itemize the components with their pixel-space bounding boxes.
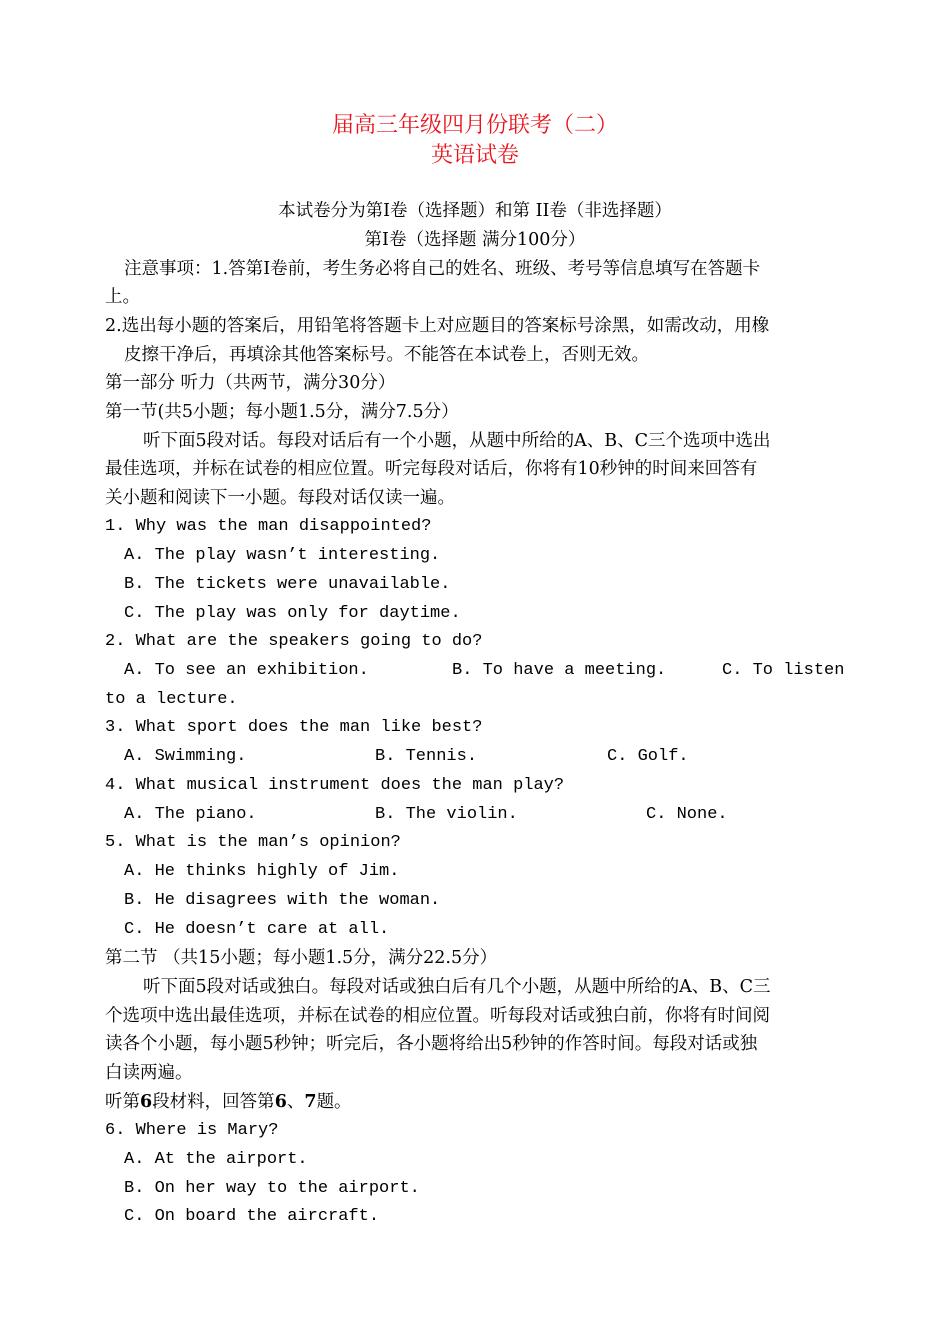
question-3-option-b: B. Tennis. <box>375 747 478 766</box>
part1-heading: 第一部分 听力（共两节，满分30分） <box>105 373 396 393</box>
question-2-option-c-continued: to a lecture. <box>105 690 238 709</box>
question-2-option-a: A. To see an exhibition. <box>124 661 369 680</box>
question-2-option-c: C. To listen <box>722 661 845 680</box>
question-4-option-b: B. The violin. <box>375 805 518 824</box>
question-6: 6. Where is Mary? <box>105 1121 279 1140</box>
question-1-option-b: B. The tickets were unavailable. <box>124 575 451 594</box>
question-5: 5. What is the man’s opinion? <box>105 833 401 852</box>
question-2: 2. What are the speakers going to do? <box>105 632 483 651</box>
section1-instruction-3: 关小题和阅读下一小题。每段对话仅读一遍。 <box>105 488 455 508</box>
section1-instruction-1: 听下面5段对话。每段对话后有一个小题，从题中所给的A、B、C三个选项中选出 <box>143 431 771 451</box>
question-range-end: 7 <box>304 1092 317 1112</box>
question-6-option-b: B. On her way to the airport. <box>124 1179 420 1198</box>
question-4-option-a: A. The piano. <box>124 805 257 824</box>
question-3-option-c: C. Golf. <box>607 747 689 766</box>
paper-structure-note: 本试卷分为第Ⅰ卷（选择题）和第 II卷（非选择题） <box>278 201 672 221</box>
section2-heading: 第二节 （共15小题；每小题1.5分，满分22.5分） <box>105 948 498 968</box>
material-6-instruction <box>105 1090 352 1114</box>
question-6-option-a: A. At the airport. <box>124 1150 308 1169</box>
section2-instruction-2: 个选项中选出最佳选项，并标在试卷的相应位置。听每段对话或独白前，你将有时间阅 <box>105 1006 770 1026</box>
volume-one-heading: 第Ⅰ卷（选择题 满分100分） <box>364 230 586 250</box>
notice-line-2: 上。 <box>105 287 140 307</box>
material-suffix: 题。 <box>316 1092 352 1112</box>
question-1: 1. Why was the man disappointed? <box>105 517 432 536</box>
question-1-option-c: C. The play was only for daytime. <box>124 604 461 623</box>
section2-instruction-3: 读各个小题，每小题5秒钟；听完后，各小题将给出5秒钟的作答时间。每段对话或独 <box>105 1034 758 1054</box>
question-1-option-a: A. The play wasn’t interesting. <box>124 546 441 565</box>
material-number: 6 <box>140 1092 153 1112</box>
question-5-option-a: A. He thinks highly of Jim. <box>124 862 400 881</box>
question-2-option-b: B. To have a meeting. <box>452 661 667 680</box>
exam-subtitle: 英语试卷 <box>430 143 519 168</box>
section2-instruction-4: 白读两遍。 <box>105 1063 193 1083</box>
section1-instruction-2: 最佳选项，并标在试卷的相应位置。听完每段对话后，你将有10秒钟的时间来回答有 <box>105 459 758 479</box>
question-4: 4. What musical instrument does the man play? <box>105 776 565 795</box>
notice-line-4: 皮擦干净后，再填涂其他答案标号。不能答在本试卷上，否则无效。 <box>124 345 649 365</box>
notice-line-3: 2.选出每小题的答案后，用铅笔将答题卡上对应题目的答案标号涂黑，如需改动，用橡 <box>105 316 770 336</box>
question-3: 3. What sport does the man like best? <box>105 718 483 737</box>
notice-line-1: 注意事项：1.答第Ⅰ卷前，考生务必将自己的姓名、班级、考号等信息填写在答题卡 <box>124 259 761 279</box>
question-3-option-a: A. Swimming. <box>124 747 247 766</box>
exam-title: 届高三年级四月份联考（二） <box>331 113 618 138</box>
question-4-option-c: C. None. <box>646 805 728 824</box>
material-prefix: 听第 <box>105 1092 140 1112</box>
material-middle: 段材料，回答第 <box>152 1092 275 1112</box>
question-6-option-c: C. On board the aircraft. <box>124 1207 380 1226</box>
section2-instruction-1: 听下面5段对话或独白。每段对话或独白后有几个小题，从题中所给的A、B、C三 <box>143 977 771 997</box>
question-5-option-c: C. He doesn’t care at all. <box>124 920 390 939</box>
section1-heading: 第一节(共5小题；每小题1.5分，满分7.5分） <box>105 402 459 422</box>
question-5-option-b: B. He disagrees with the woman. <box>124 891 441 910</box>
question-range-start: 6 <box>274 1092 287 1112</box>
question-range-separator: 、 <box>286 1092 305 1112</box>
